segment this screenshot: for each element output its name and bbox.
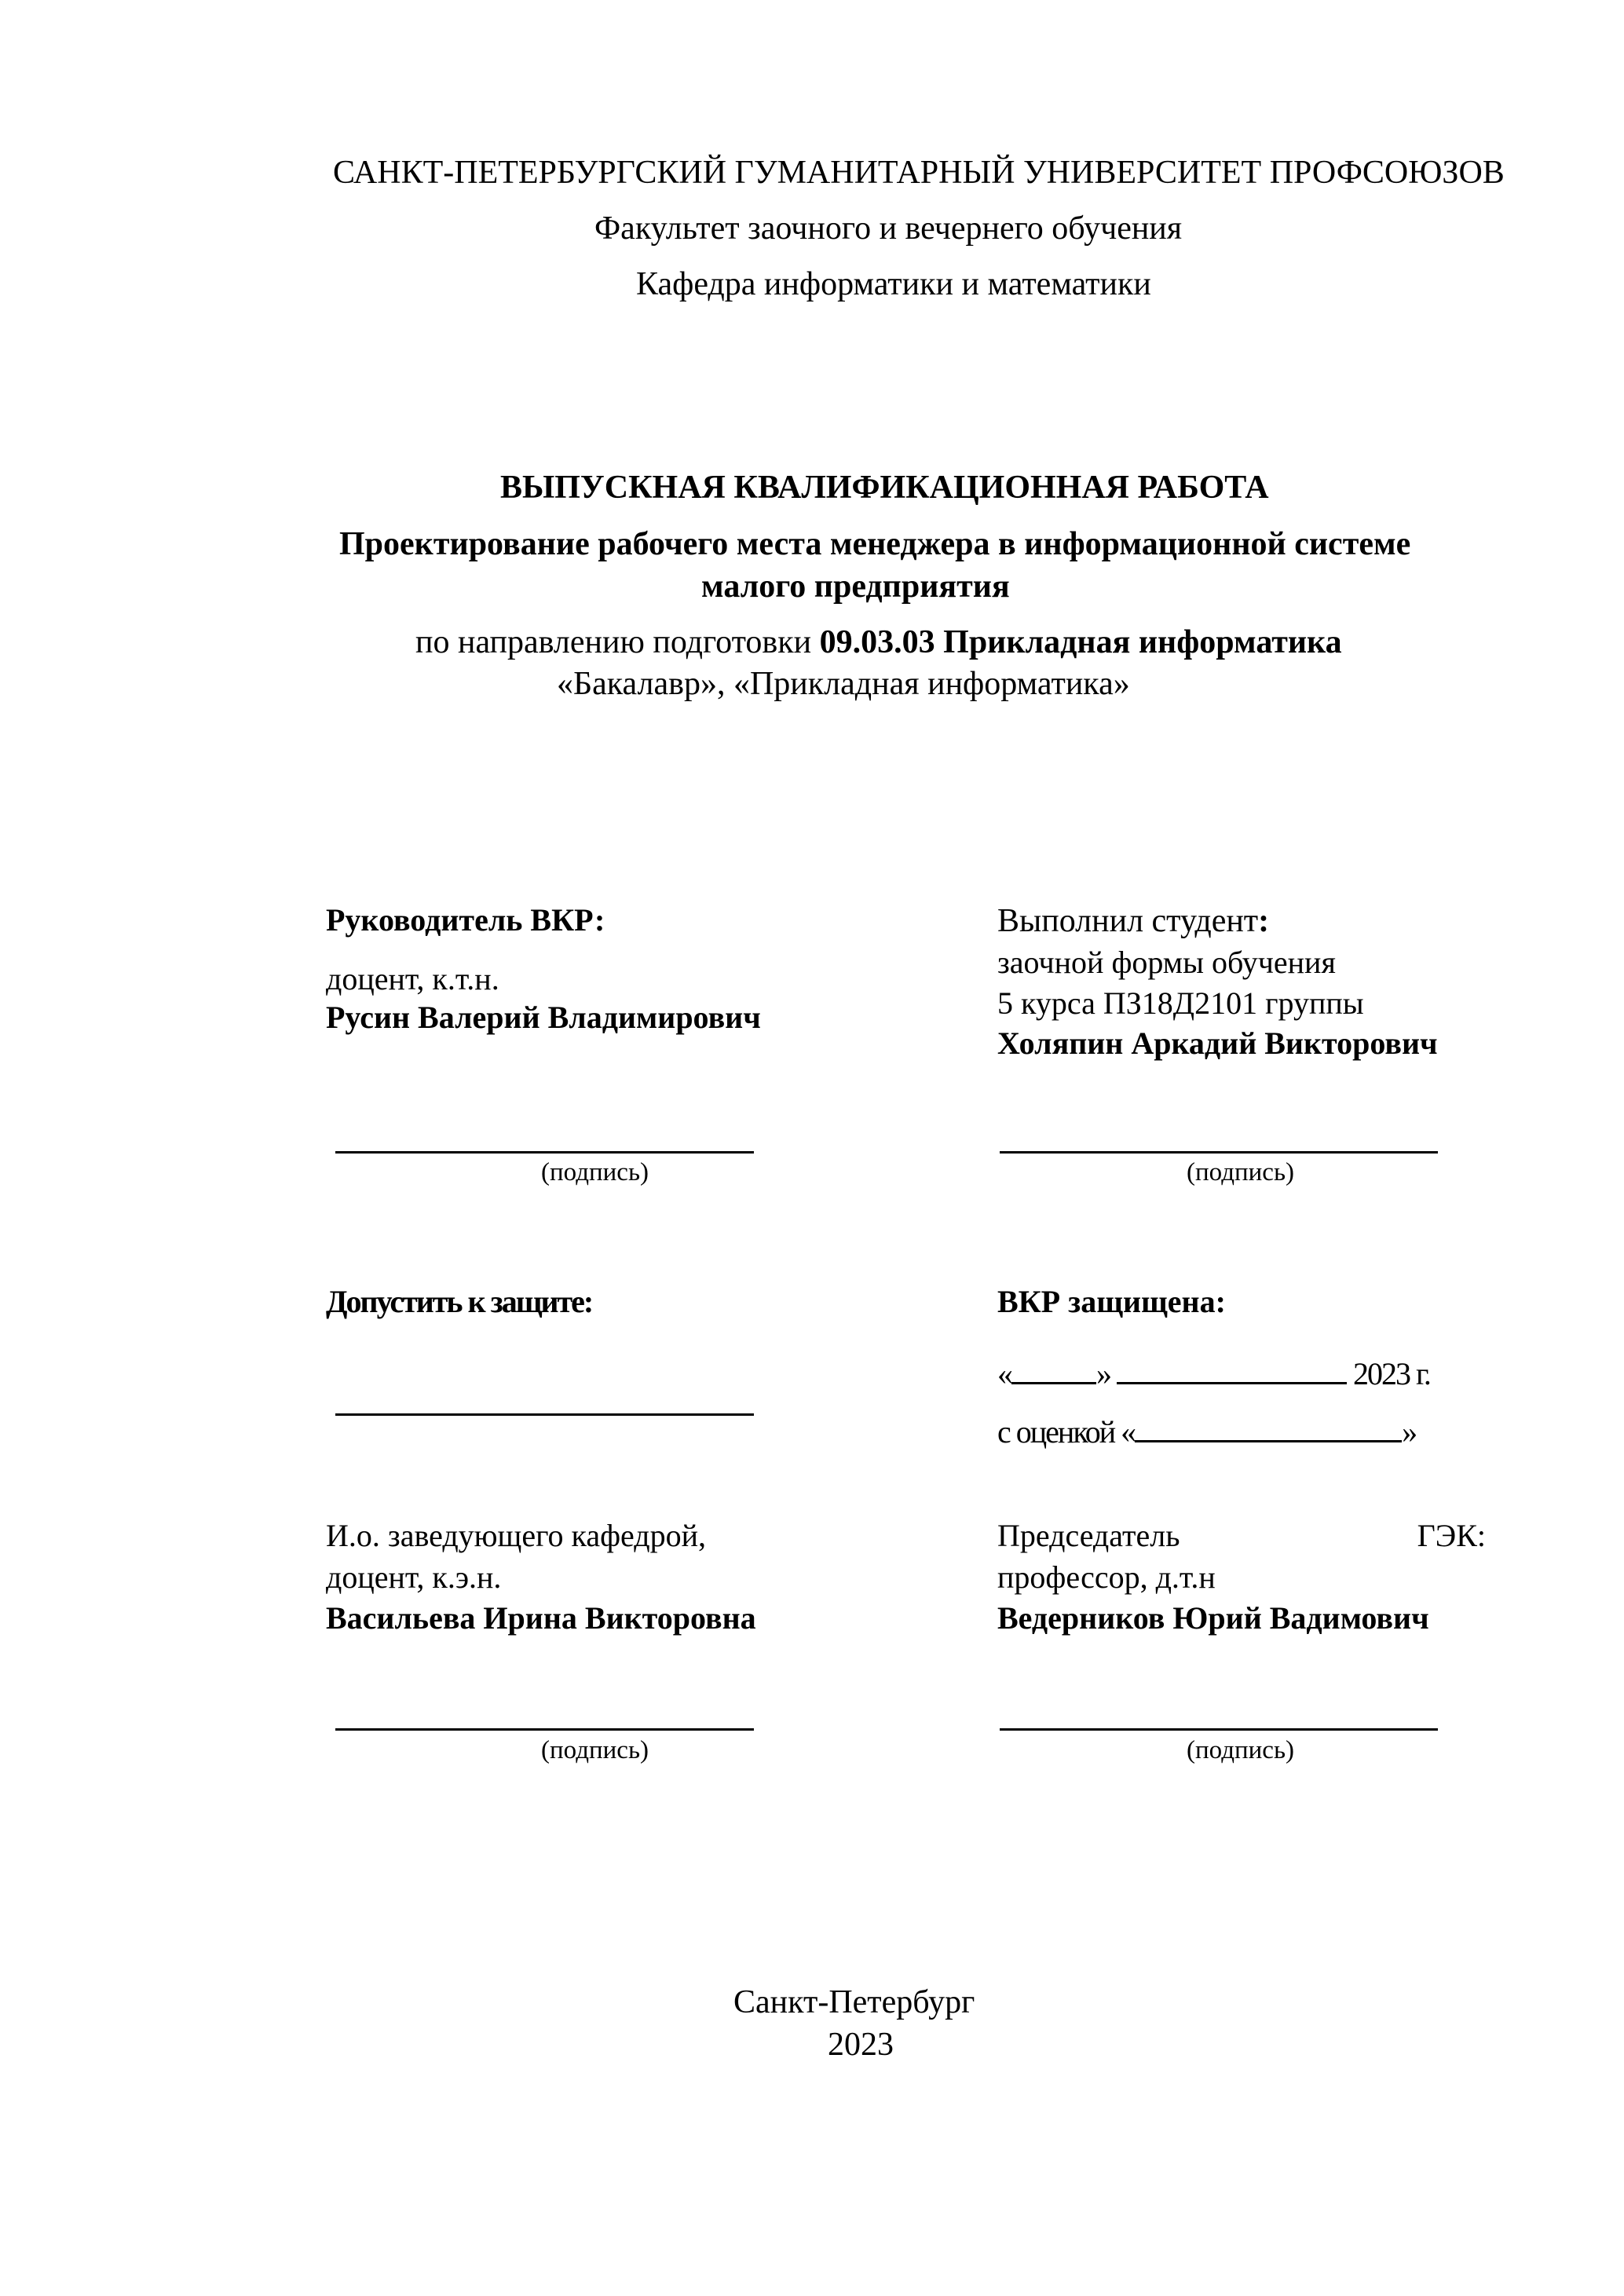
chairman-signature-caption: (подпись) xyxy=(1187,1736,1294,1764)
student-study-form: заочной формы обучения xyxy=(997,945,1336,980)
grade-suffix: » xyxy=(1402,1414,1417,1450)
topic-line-2: малого предприятия xyxy=(701,569,1010,605)
student-name: Холяпин Аркадий Викторович xyxy=(997,1026,1438,1061)
chairman-title-word1: Председатель xyxy=(997,1518,1180,1553)
student-group: 5 курса ПЗ18Д2101 группы xyxy=(997,985,1364,1021)
supervisor-position: доцент, к.т.н. xyxy=(326,961,499,996)
date-close-quote: » xyxy=(1096,1356,1110,1391)
defense-date-line xyxy=(997,1355,1430,1393)
head-of-department-signature-caption: (подпись) xyxy=(541,1736,649,1764)
footer-year: 2023 xyxy=(828,2027,894,2063)
day-blank xyxy=(1011,1379,1096,1384)
student-signature-caption: (подпись) xyxy=(1187,1158,1294,1186)
chairman-name: Ведерников Юрий Вадимович xyxy=(997,1600,1429,1636)
defense-label: ВКР защищена: xyxy=(997,1284,1226,1319)
grade-prefix: с оценкой « xyxy=(997,1414,1136,1450)
topic-line-1: Проектирование рабочего места менеджера в информационной системе xyxy=(339,526,1411,562)
head-of-department-signature-line xyxy=(335,1728,754,1731)
month-blank xyxy=(1117,1379,1347,1384)
degree-line: «Бакалавр», «Прикладная информатика» xyxy=(557,666,1130,702)
faculty-name: Факультет заочного и вечернего обучения xyxy=(594,210,1183,247)
student-label xyxy=(997,901,1269,941)
supervisor-label: Руководитель ВКР: xyxy=(326,902,605,938)
admission-label: Допустить к защите: xyxy=(326,1284,593,1319)
student-label-colon: : xyxy=(1258,903,1270,939)
supervisor-name: Русин Валерий Владимирович xyxy=(326,1000,761,1035)
chairman-signature-line xyxy=(1000,1728,1438,1731)
supervisor-signature-line xyxy=(335,1151,754,1153)
date-open-quote: « xyxy=(997,1356,1011,1391)
supervisor-signature-caption: (подпись) xyxy=(541,1158,649,1186)
work-type-title: ВЫПУСКНАЯ КВАЛИФИКАЦИОННАЯ РАБОТА xyxy=(500,470,1269,506)
head-of-department-name: Васильева Ирина Викторовна xyxy=(326,1600,756,1636)
chairman-title-word2: ГЭК: xyxy=(1417,1518,1486,1553)
grade-blank xyxy=(1135,1437,1402,1442)
chairman-title xyxy=(997,1517,1486,1555)
student-label-text: Выполнил студент xyxy=(997,903,1259,939)
defense-year: 2023 г. xyxy=(1353,1356,1430,1391)
student-signature-line xyxy=(1000,1151,1438,1153)
chairman-position: профессор, д.т.н xyxy=(997,1559,1216,1595)
admission-signature-line xyxy=(335,1413,754,1416)
defense-grade-line xyxy=(997,1413,1416,1451)
direction-prefix: по направлению подготовки xyxy=(415,624,820,660)
direction-code: 09.03.03 Прикладная информатика xyxy=(819,624,1342,660)
head-of-department-position: доцент, к.э.н. xyxy=(326,1559,502,1595)
department-name: Кафедра информатики и математики xyxy=(636,266,1151,302)
direction-line xyxy=(415,623,1342,662)
university-name: САНКТ-ПЕТЕРБУРГСКИЙ ГУМАНИТАРНЫЙ УНИВЕРСИТЕТ ПРОФСОЮЗОВ xyxy=(333,155,1505,191)
footer-city: Санкт-Петербург xyxy=(733,1984,975,2020)
head-of-department-title: И.о. заведующего кафедрой, xyxy=(326,1518,707,1553)
